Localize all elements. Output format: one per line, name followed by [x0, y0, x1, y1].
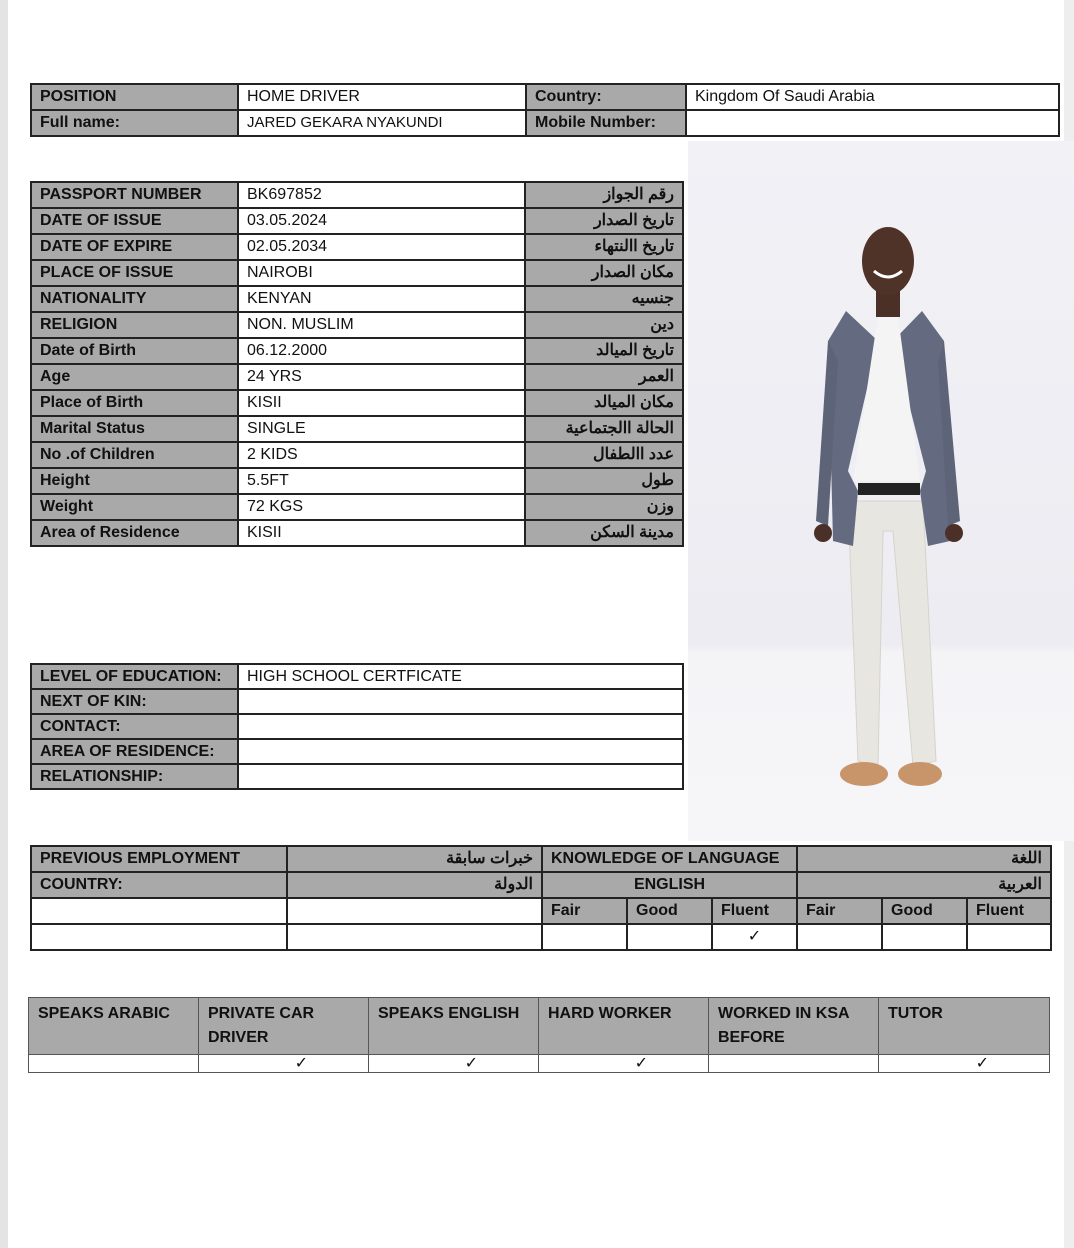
arabic-good-mark — [882, 924, 967, 950]
education-row — [31, 764, 683, 789]
personal-label: NATIONALITY — [31, 286, 238, 312]
employment-cell — [31, 924, 287, 950]
personal-label: Age — [31, 364, 238, 390]
header-table — [30, 83, 1060, 137]
education-label: NEXT OF KIN: — [31, 689, 238, 714]
personal-arabic-label: العمر — [525, 364, 683, 390]
employment-cell — [31, 898, 287, 924]
personal-label: DATE OF EXPIRE — [31, 234, 238, 260]
personal-arabic-label: دين — [525, 312, 683, 338]
education-value — [238, 689, 683, 714]
education-row — [31, 714, 683, 739]
mobile-value — [686, 110, 1059, 136]
personal-value: KISII — [238, 520, 525, 546]
personal-row — [31, 390, 683, 416]
english-good-label: Good — [627, 898, 712, 924]
personal-label: No .of Children — [31, 442, 238, 468]
personal-row — [31, 364, 683, 390]
country-label: Country: — [526, 84, 686, 110]
education-row — [31, 739, 683, 764]
english-fluent-checkmark: ✓ — [712, 924, 797, 950]
personal-label: Marital Status — [31, 416, 238, 442]
personal-label: DATE OF ISSUE — [31, 208, 238, 234]
personal-arabic-label: الحالة االجتماعية — [525, 416, 683, 442]
skill-header-private-car-driver: PRIVATE CAR DRIVER — [199, 998, 369, 1055]
employment-cell — [287, 924, 542, 950]
english-fair-mark — [542, 924, 627, 950]
english-good-mark — [627, 924, 712, 950]
personal-row — [31, 442, 683, 468]
personal-arabic-label: جنسيه — [525, 286, 683, 312]
personal-label: Area of Residence — [31, 520, 238, 546]
personal-value: BK697852 — [238, 182, 525, 208]
country-value: Kingdom Of Saudi Arabia — [686, 84, 1059, 110]
personal-row — [31, 520, 683, 546]
personal-details-table — [30, 181, 684, 547]
personal-arabic-label: وزن — [525, 494, 683, 520]
previous-employment-arabic: خبرات سابقة — [287, 846, 542, 872]
personal-label: Weight — [31, 494, 238, 520]
country-label: COUNTRY: — [31, 872, 287, 898]
skill-header-speaks-arabic: SPEAKS ARABIC — [29, 998, 199, 1055]
fullname-label: Full name: — [31, 110, 238, 136]
personal-arabic-label: طول — [525, 468, 683, 494]
skill-mark-private-car-driver: ✓ — [199, 1055, 369, 1073]
skills-table — [28, 997, 1050, 1073]
education-label: CONTACT: — [31, 714, 238, 739]
personal-arabic-label: مكان الصدار — [525, 260, 683, 286]
position-label: POSITION — [31, 84, 238, 110]
personal-label: Height — [31, 468, 238, 494]
education-label: RELATIONSHIP: — [31, 764, 238, 789]
skill-header-worked-in-ksa: WORKED IN KSA BEFORE — [709, 998, 879, 1055]
arabic-fluent-mark — [967, 924, 1051, 950]
personal-value: 72 KGS — [238, 494, 525, 520]
personal-value: 24 YRS — [238, 364, 525, 390]
personal-row — [31, 494, 683, 520]
english-label: ENGLISH — [542, 872, 797, 898]
arabic-good-label: Good — [882, 898, 967, 924]
personal-arabic-label: تاريخ الصدار — [525, 208, 683, 234]
personal-value: 06.12.2000 — [238, 338, 525, 364]
personal-row — [31, 234, 683, 260]
personal-label: RELIGION — [31, 312, 238, 338]
personal-arabic-label: تاريخ الميالد — [525, 338, 683, 364]
personal-row — [31, 338, 683, 364]
education-value — [238, 764, 683, 789]
personal-row — [31, 286, 683, 312]
personal-value: NON. MUSLIM — [238, 312, 525, 338]
personal-value: KISII — [238, 390, 525, 416]
skill-header-tutor: TUTOR — [879, 998, 1050, 1055]
personal-row — [31, 182, 683, 208]
personal-arabic-label: مدينة السكن — [525, 520, 683, 546]
english-fluent-label: Fluent — [712, 898, 797, 924]
education-label: LEVEL OF EDUCATION: — [31, 664, 238, 689]
knowledge-of-language-label: KNOWLEDGE OF LANGUAGE — [542, 846, 797, 872]
education-label: AREA OF RESIDENCE: — [31, 739, 238, 764]
personal-value: 02.05.2034 — [238, 234, 525, 260]
personal-row — [31, 416, 683, 442]
position-value: HOME DRIVER — [238, 84, 526, 110]
arabic-language-label: العربية — [797, 872, 1051, 898]
english-fair-label: Fair — [542, 898, 627, 924]
personal-arabic-label: مكان الميالد — [525, 390, 683, 416]
personal-label: Place of Birth — [31, 390, 238, 416]
previous-employment-label: PREVIOUS EMPLOYMENT — [31, 846, 287, 872]
education-row — [31, 689, 683, 714]
personal-row — [31, 468, 683, 494]
personal-value: 2 KIDS — [238, 442, 525, 468]
personal-value: KENYAN — [238, 286, 525, 312]
person-figure-icon — [688, 141, 1074, 841]
personal-arabic-label: عدد االطفال — [525, 442, 683, 468]
education-table — [30, 663, 684, 790]
mobile-label: Mobile Number: — [526, 110, 686, 136]
personal-arabic-label: تاريخ االنتهاء — [525, 234, 683, 260]
personal-label: PASSPORT NUMBER — [31, 182, 238, 208]
arabic-fluent-label: Fluent — [967, 898, 1051, 924]
personal-arabic-label: رقم الجواز — [525, 182, 683, 208]
skill-mark-hard-worker: ✓ — [539, 1055, 709, 1073]
education-value — [238, 714, 683, 739]
skill-mark-worked-in-ksa — [709, 1055, 879, 1073]
employment-language-table — [30, 845, 1052, 951]
language-arabic-label: اللغة — [797, 846, 1051, 872]
personal-row — [31, 312, 683, 338]
arabic-fair-label: Fair — [797, 898, 882, 924]
skill-mark-speaks-english: ✓ — [369, 1055, 539, 1073]
employment-cell — [287, 898, 542, 924]
personal-value: 03.05.2024 — [238, 208, 525, 234]
personal-label: PLACE OF ISSUE — [31, 260, 238, 286]
page-edge-left — [0, 0, 8, 1248]
personal-value: SINGLE — [238, 416, 525, 442]
arabic-fair-mark — [797, 924, 882, 950]
education-row — [31, 664, 683, 689]
personal-row — [31, 260, 683, 286]
skill-mark-tutor: ✓ — [879, 1055, 1050, 1073]
country-arabic: الدولة — [287, 872, 542, 898]
personal-value: 5.5FT — [238, 468, 525, 494]
education-value — [238, 739, 683, 764]
applicant-photo — [688, 141, 1074, 841]
fullname-value: JARED GEKARA NYAKUNDI — [238, 110, 526, 136]
skill-mark-speaks-arabic — [29, 1055, 199, 1073]
skill-header-hard-worker: HARD WORKER — [539, 998, 709, 1055]
education-value: HIGH SCHOOL CERTFICATE — [238, 664, 683, 689]
personal-row — [31, 208, 683, 234]
skill-header-speaks-english: SPEAKS ENGLISH — [369, 998, 539, 1055]
personal-value: NAIROBI — [238, 260, 525, 286]
personal-label: Date of Birth — [31, 338, 238, 364]
